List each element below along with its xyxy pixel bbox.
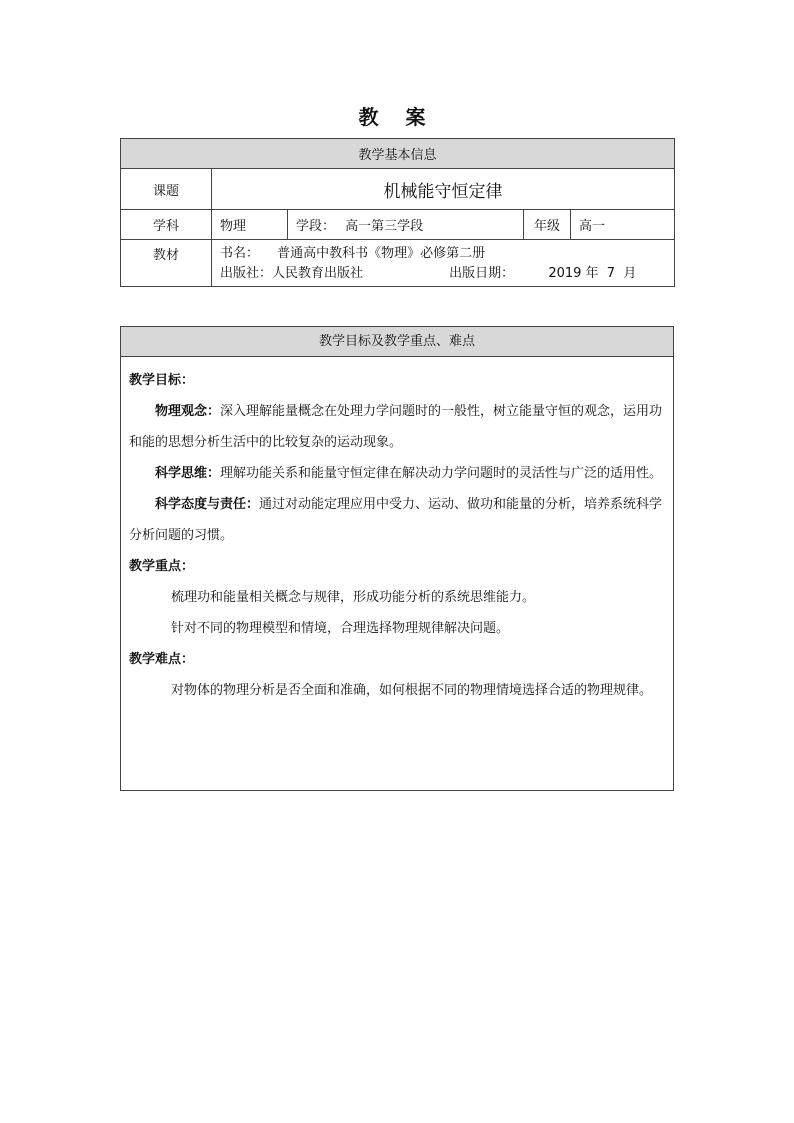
subject-value: 物理 <box>212 210 288 240</box>
goals-table <box>120 326 674 791</box>
goals-body <box>121 357 673 706</box>
goal-scientific-attitude <box>129 489 665 551</box>
publisher-value: 人民教育出版社 <box>272 265 364 281</box>
stage-label: 学段： <box>296 219 336 234</box>
goal1-title: 物理观念： <box>155 404 221 419</box>
page-title: 教 案 <box>358 105 436 129</box>
difficulty-title: 教学难点： <box>129 652 195 667</box>
goal2-title: 科学思维： <box>155 466 221 481</box>
goal-physics-concept <box>129 396 665 458</box>
topic-value: 机械能守恒定律 <box>212 169 675 210</box>
goals-header: 教学目标及教学重点、难点 <box>121 327 673 357</box>
book-label: 书名： <box>220 245 260 261</box>
basic-info-header: 教学基本信息 <box>121 139 675 169</box>
goal1-text: 深入理解能量概念在处理力学问题时的一般性，树立能量守恒的观念，运用功和能的思想分析生活中的比较复杂的运动现象。 <box>129 404 663 450</box>
goal2-text: 理解功能关系和能量守恒定律在解决动力学问题时的灵活性与广泛的适用性。 <box>220 466 663 481</box>
topic-label: 课题 <box>121 169 212 210</box>
book-value: 普通高中教科书《物理》必修第二册 <box>277 245 486 261</box>
goal-scientific-thinking <box>129 458 665 489</box>
textbook-label: 教材 <box>121 240 212 287</box>
goals-title: 教学目标： <box>129 373 195 388</box>
grade-value: 高一 <box>571 210 675 240</box>
goal3-title: 科学态度与责任： <box>155 497 260 512</box>
publisher-label: 出版社： <box>220 265 273 281</box>
date-label: 出版日期： <box>449 265 515 281</box>
basic-info-table <box>120 138 675 287</box>
key-point-1: 梳理功和能量相关概念与规律，形成功能分析的系统思维能力。 <box>171 590 536 605</box>
key-point-2: 针对不同的物理模型和情境，合理选择物理规律解决问题。 <box>171 621 510 636</box>
subject-label: 学科 <box>121 210 212 240</box>
grade-label: 年级 <box>524 210 571 240</box>
date-value: 2019 年 7 月 <box>548 265 637 281</box>
stage-value: 高一第三学段 <box>345 219 424 234</box>
goal3-text: 通过对动能定理应用中受力、运动、做功和能量的分析，培养系统科学分析问题的习惯。 <box>129 497 663 543</box>
stage-cell <box>288 210 524 240</box>
key-points-title: 教学重点： <box>129 559 195 574</box>
difficulty-1: 对物体的物理分析是否全面和准确，如何根据不同的物理情境选择合适的物理规律。 <box>171 683 653 698</box>
textbook-cell <box>212 240 675 287</box>
